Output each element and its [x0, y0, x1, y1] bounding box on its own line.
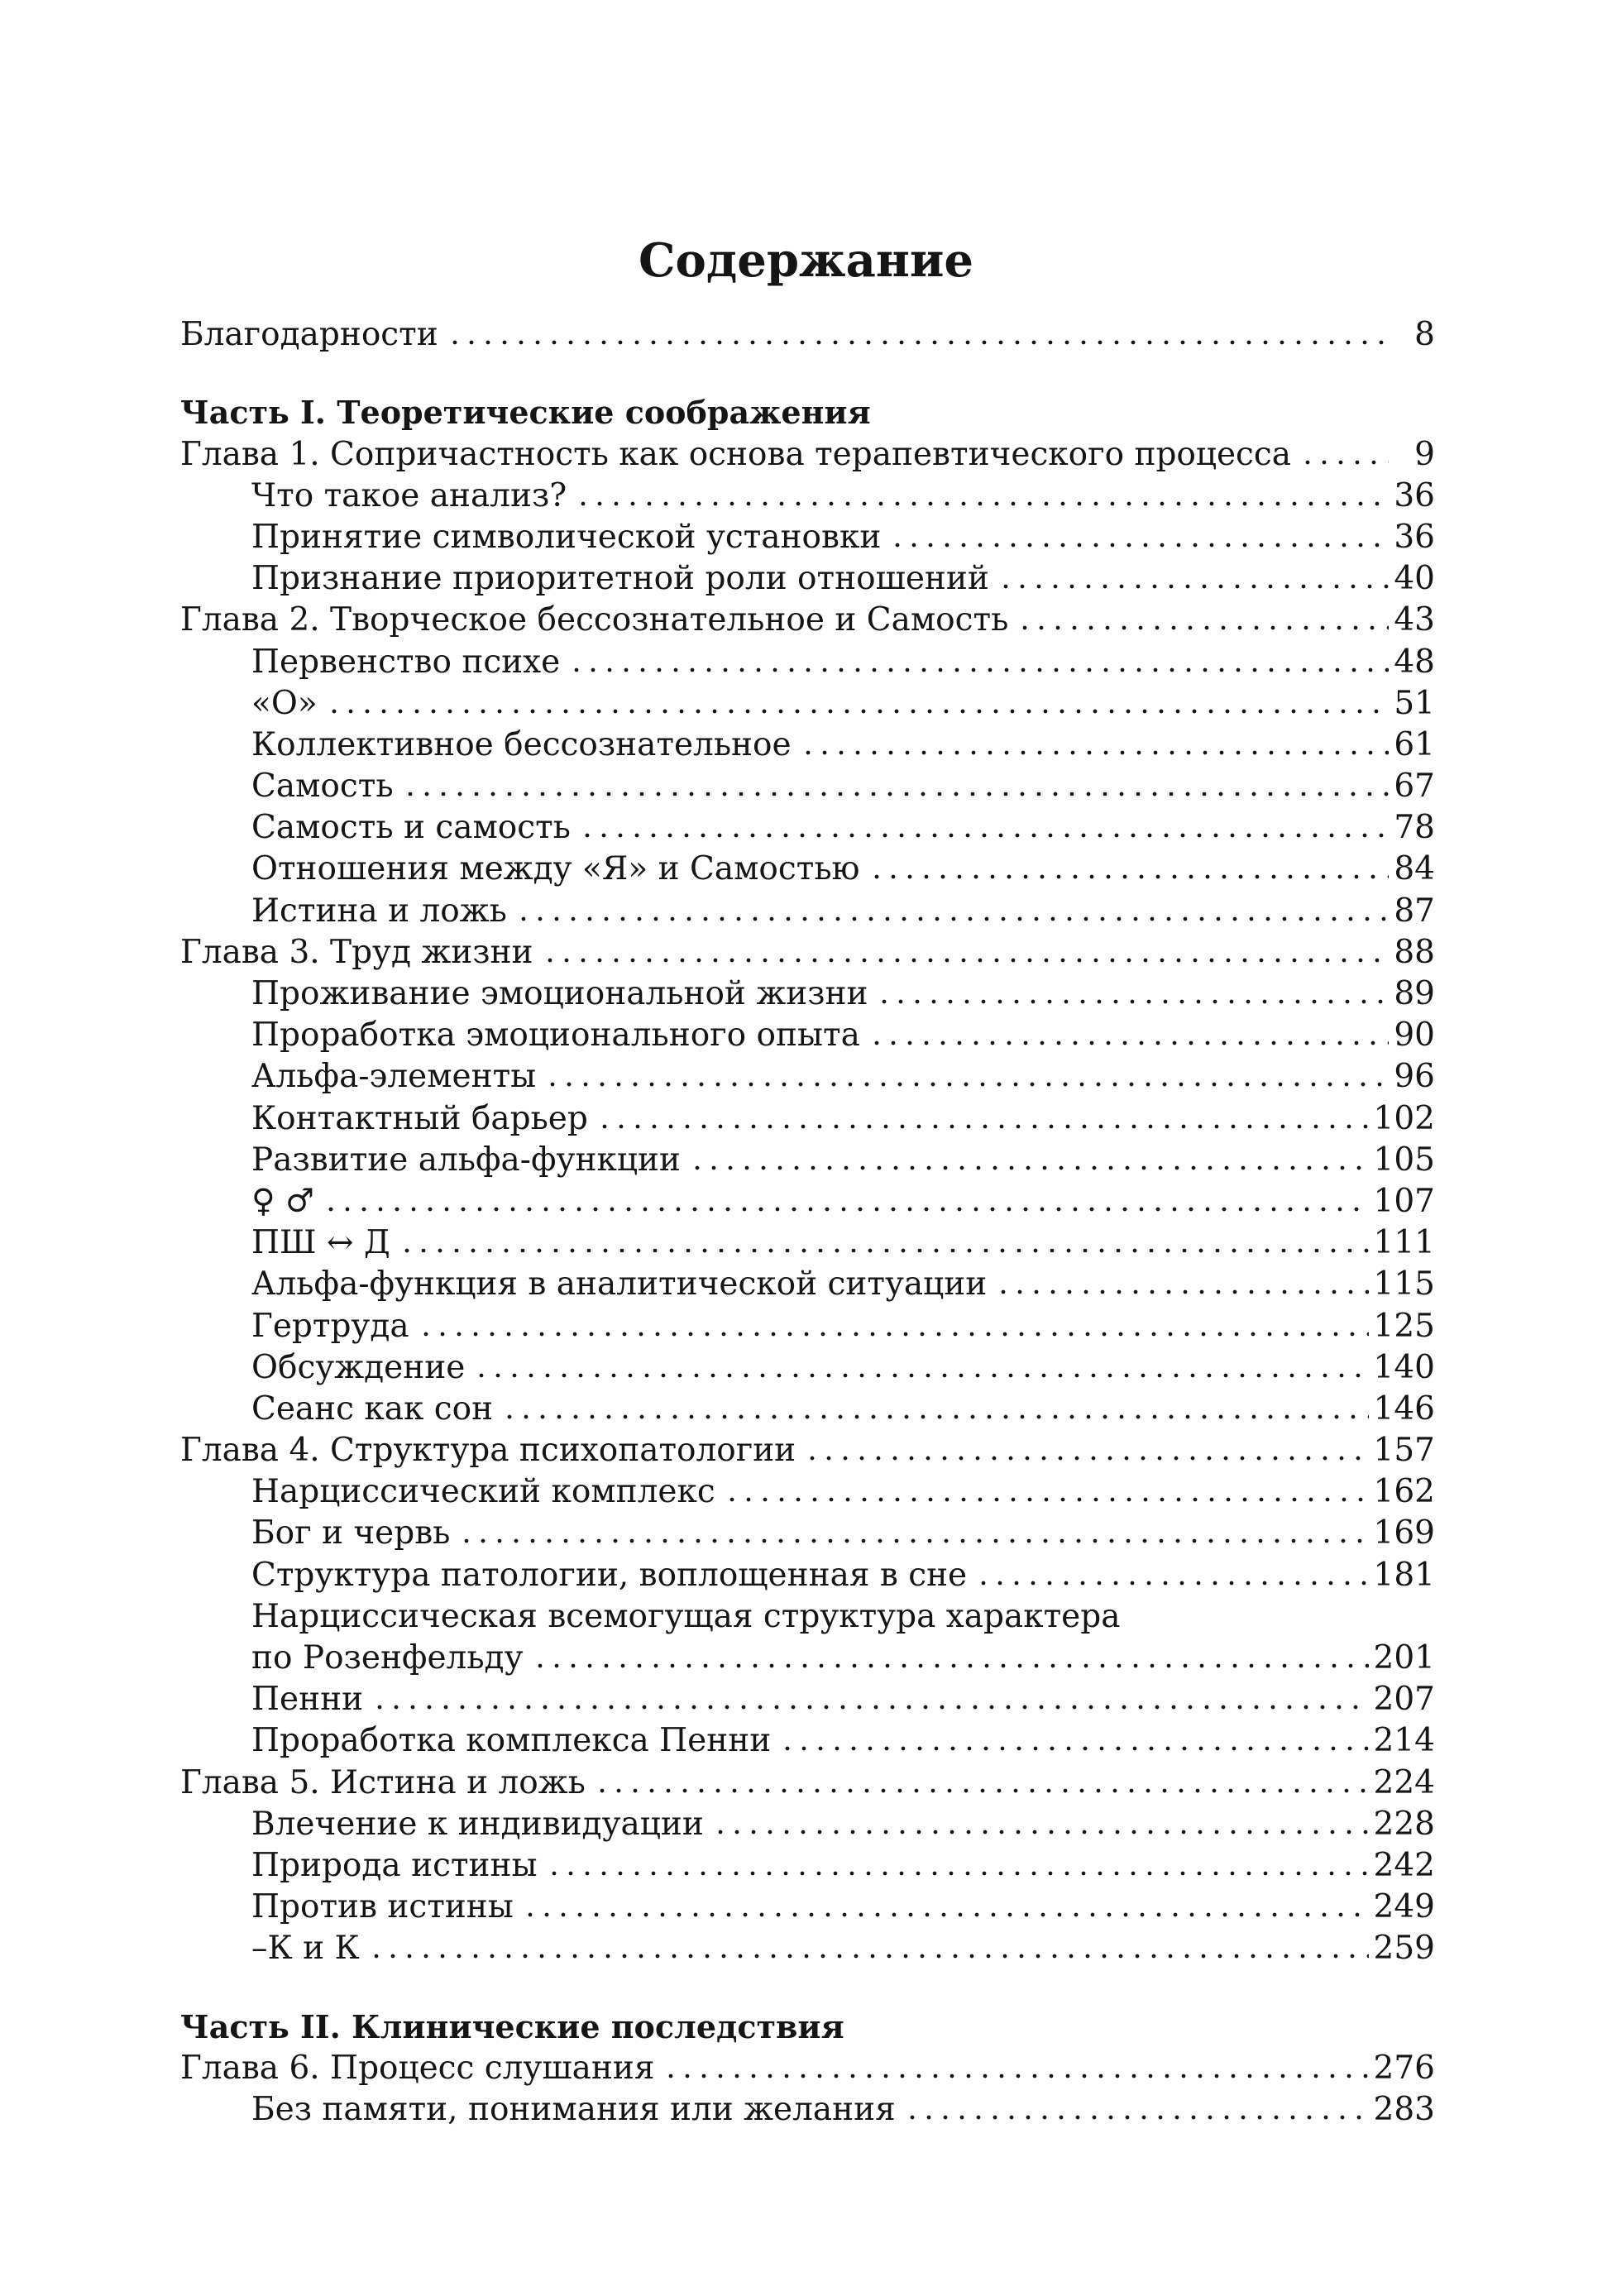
dot-leader	[975, 1580, 1368, 1586]
toc-chapter-entry	[180, 600, 1435, 641]
toc-entry-acknowledgements	[180, 314, 1435, 356]
toc-section-entry	[180, 476, 1435, 517]
dot-leader	[399, 1247, 1369, 1254]
toc-section-entry	[180, 807, 1435, 849]
dot-leader	[542, 957, 1389, 964]
spacer	[180, 356, 1435, 392]
dot-leader	[997, 583, 1389, 590]
dot-leader	[473, 1372, 1368, 1379]
toc-section-entry	[180, 973, 1435, 1015]
toc-entry-page: 48	[1394, 643, 1435, 681]
toc-entry-page: 181	[1373, 1556, 1435, 1594]
toc-entry-page: 87	[1394, 892, 1435, 930]
toc-section-entry	[180, 1305, 1435, 1347]
toc-chapter-entry	[180, 2048, 1435, 2089]
dot-leader	[402, 791, 1389, 797]
dot-leader	[579, 832, 1389, 839]
dot-leader	[368, 1953, 1369, 1959]
dot-leader	[1299, 459, 1389, 466]
toc-entry-label: Влечение к индивидуации	[251, 1804, 707, 1845]
dot-leader	[804, 1455, 1368, 1461]
toc-entry-page: 84	[1394, 850, 1435, 888]
toc-entry-page: 207	[1373, 1681, 1435, 1719]
page-title: Содержание	[638, 233, 973, 288]
toc-entry-label: –К и К	[251, 1928, 363, 1969]
toc-section-entry	[180, 849, 1435, 890]
toc-section-entry	[180, 725, 1435, 766]
toc-entry-page: 8	[1414, 316, 1435, 354]
dot-leader	[323, 1206, 1369, 1213]
toc-entry-label: Проживание эмоциональной жизни	[251, 973, 871, 1015]
toc-section-entry	[180, 1845, 1435, 1887]
toc-entry-label: ♀ ♂	[251, 1181, 318, 1222]
toc-entry-label: Обсуждение	[251, 1347, 468, 1389]
toc-section-entry	[180, 890, 1435, 931]
toc-entry-label: Благодарности	[180, 314, 442, 356]
toc-section-entry	[180, 1720, 1435, 1762]
toc-entry-page: 283	[1373, 2090, 1435, 2128]
toc-entry-label: Гертруда	[251, 1306, 413, 1347]
toc-entry-label: Глава 3. Труд жизни	[180, 932, 537, 973]
part-heading-1: Часть I. Теоретические соображения	[180, 394, 871, 432]
dot-leader	[418, 1331, 1369, 1337]
toc-entry-label: Проработка эмоционального опыта	[251, 1015, 863, 1056]
part-1-entries	[180, 433, 1435, 1969]
toc-entry-page: 90	[1394, 1016, 1435, 1055]
toc-entry-page: 36	[1394, 518, 1435, 556]
toc-section-entry	[180, 1222, 1435, 1264]
toc-section-entry	[180, 1804, 1435, 1845]
dot-leader	[532, 1662, 1369, 1669]
dot-leader	[662, 2073, 1368, 2079]
dot-leader	[712, 1829, 1369, 1835]
dot-leader	[1128, 1621, 1389, 1628]
toc-entry-label: ПШ ↔ Д	[251, 1222, 394, 1264]
toc-entry-page: 228	[1373, 1805, 1435, 1843]
toc-entry-page: 102	[1373, 1099, 1435, 1137]
toc-entry-page: 276	[1373, 2049, 1435, 2087]
toc-section-entry	[180, 1638, 1435, 1679]
dot-leader	[544, 1081, 1389, 1088]
dot-leader	[371, 1704, 1368, 1710]
toc-entry-page: 169	[1373, 1514, 1435, 1552]
toc-entry-label: Глава 5. Истина и ложь	[180, 1763, 589, 1804]
toc-entry-page: 43	[1394, 601, 1435, 639]
toc-entry-label: Самость и самость	[251, 807, 574, 849]
toc-section-entry	[180, 1679, 1435, 1720]
toc-entry-page: 242	[1373, 1846, 1435, 1884]
dot-leader	[904, 2114, 1369, 2121]
dot-leader	[568, 667, 1389, 673]
dot-leader	[515, 916, 1389, 922]
toc-entry-label: Сеанс как сон	[251, 1389, 496, 1430]
toc-chapter-entry	[180, 433, 1435, 475]
toc-entry-label: Бог и червь	[251, 1513, 453, 1554]
toc-entry-page: 36	[1394, 476, 1435, 514]
toc-entry-page: 201	[1373, 1639, 1435, 1677]
toc-entry-label: Нарциссическая всемогущая структура характера	[251, 1596, 1123, 1638]
toc-section-entry	[180, 641, 1435, 682]
toc-entry-page: 67	[1394, 768, 1435, 806]
toc-entry-label: Глава 1. Сопричастность как основа терапевтического процесса	[180, 434, 1294, 476]
dot-leader	[689, 1165, 1369, 1171]
toc-chapter-entry	[180, 1762, 1435, 1803]
toc-section-entry	[180, 766, 1435, 807]
toc-entry-label: Что такое анализ?	[251, 476, 570, 517]
toc-section-entry	[180, 1140, 1435, 1181]
toc-entry-page: 111	[1373, 1224, 1435, 1262]
table-of-contents	[180, 314, 1435, 2131]
dot-leader	[447, 339, 1389, 346]
toc-chapter-entry	[180, 932, 1435, 973]
toc-section-entry	[180, 683, 1435, 725]
toc-entry-page: 146	[1373, 1390, 1435, 1428]
dot-leader	[326, 708, 1389, 715]
toc-entry-label: Истина и ложь	[251, 891, 510, 932]
toc-entry-label: Глава 6. Процесс слушания	[180, 2048, 658, 2089]
toc-entry-label: Без памяти, понимания или желания	[251, 2089, 899, 2131]
dot-leader	[458, 1538, 1368, 1544]
toc-entry-label: Развитие альфа-функции	[251, 1140, 684, 1181]
toc-section-entry	[180, 1015, 1435, 1056]
dot-leader	[522, 1911, 1369, 1918]
toc-entry-page: 259	[1373, 1930, 1435, 1968]
toc-entry-page: 107	[1373, 1182, 1435, 1220]
toc-entry-page: 115	[1373, 1265, 1435, 1303]
toc-section-entry	[180, 1389, 1435, 1430]
toc-entry-label: Структура патологии, воплощенная в сне	[251, 1555, 970, 1596]
dot-leader	[575, 500, 1389, 507]
toc-entry-label: Коллективное бессознательное	[251, 725, 795, 766]
toc-entry-page: 9	[1414, 435, 1435, 473]
spacer	[180, 1969, 1435, 2006]
toc-entry-page: 61	[1394, 725, 1435, 763]
toc-entry-label: Глава 4. Структура психопатологии	[180, 1430, 799, 1471]
dot-leader	[868, 873, 1389, 880]
toc-section-entry	[180, 1596, 1435, 1638]
dot-leader	[594, 1787, 1369, 1794]
dot-leader	[876, 998, 1389, 1005]
toc-entry-label: Первенство психе	[251, 642, 563, 683]
dot-leader	[995, 1289, 1368, 1295]
dot-leader	[501, 1413, 1368, 1420]
dot-leader	[546, 1870, 1369, 1877]
toc-section-entry	[180, 1181, 1435, 1222]
part-heading-2: Часть II. Клинические последствия	[180, 2007, 844, 2045]
toc-entry-page: 125	[1373, 1307, 1435, 1345]
toc-entry-label: Альфа-функция в аналитической ситуации	[251, 1264, 990, 1305]
toc-section-entry	[180, 1471, 1435, 1513]
toc-chapter-entry	[180, 1430, 1435, 1471]
toc-entry-label: Нарциссический комплекс	[251, 1471, 719, 1513]
toc-entry-label: Принятие символической установки	[251, 517, 884, 558]
dot-leader	[1016, 624, 1389, 631]
toc-entry-label: Признание приоритетной роли отношений	[251, 558, 993, 600]
dot-leader	[596, 1123, 1369, 1130]
toc-entry-label: Самость	[251, 766, 397, 807]
toc-entry-page: 105	[1373, 1141, 1435, 1179]
toc-entry-page: 157	[1373, 1432, 1435, 1470]
toc-section-entry	[180, 558, 1435, 600]
toc-entry-page: 51	[1394, 684, 1435, 722]
toc-entry-page: 88	[1394, 933, 1435, 971]
toc-entry-label: Проработка комплекса Пенни	[251, 1720, 774, 1762]
toc-section-entry	[180, 1887, 1435, 1928]
toc-entry-page: 162	[1373, 1473, 1435, 1511]
toc-section-entry	[180, 1098, 1435, 1139]
toc-section-entry	[180, 517, 1435, 558]
toc-section-entry	[180, 1554, 1435, 1595]
toc-entry-label: Против истины	[251, 1887, 517, 1928]
toc-entry-page: 89	[1394, 975, 1435, 1012]
toc-entry-label: по Розенфельду	[251, 1638, 527, 1679]
toc-entry-label: Глава 2. Творческое бессознательное и Самость	[180, 600, 1012, 641]
dot-leader	[724, 1496, 1369, 1503]
toc-entry-label: Отношения между «Я» и Самостью	[251, 849, 863, 890]
toc-entry-label: Контактный барьер	[251, 1098, 591, 1140]
toc-section-entry	[180, 1928, 1435, 1969]
toc-section-entry	[180, 1347, 1435, 1389]
part-2-entries	[180, 2048, 1435, 2131]
dot-leader	[779, 1745, 1368, 1752]
toc-section-entry	[180, 1264, 1435, 1305]
toc-section-entry	[180, 2089, 1435, 2131]
toc-section-entry	[180, 1513, 1435, 1554]
toc-entry-label: «О»	[251, 683, 321, 725]
dot-leader	[889, 542, 1389, 548]
toc-entry-page: 78	[1394, 809, 1435, 847]
toc-entry-label: Пенни	[251, 1679, 366, 1720]
toc-entry-label: Альфа-элементы	[251, 1056, 539, 1098]
toc-section-entry	[180, 1056, 1435, 1098]
dot-leader	[868, 1040, 1389, 1046]
toc-entry-page: 214	[1373, 1722, 1435, 1760]
toc-entry-page: 40	[1394, 560, 1435, 598]
toc-entry-page: 249	[1373, 1888, 1435, 1926]
toc-entry-page: 140	[1373, 1348, 1435, 1386]
toc-entry-page: 224	[1373, 1763, 1435, 1801]
toc-entry-label: Природа истины	[251, 1845, 541, 1887]
toc-entry-page: 96	[1394, 1058, 1435, 1096]
dot-leader	[800, 749, 1389, 756]
